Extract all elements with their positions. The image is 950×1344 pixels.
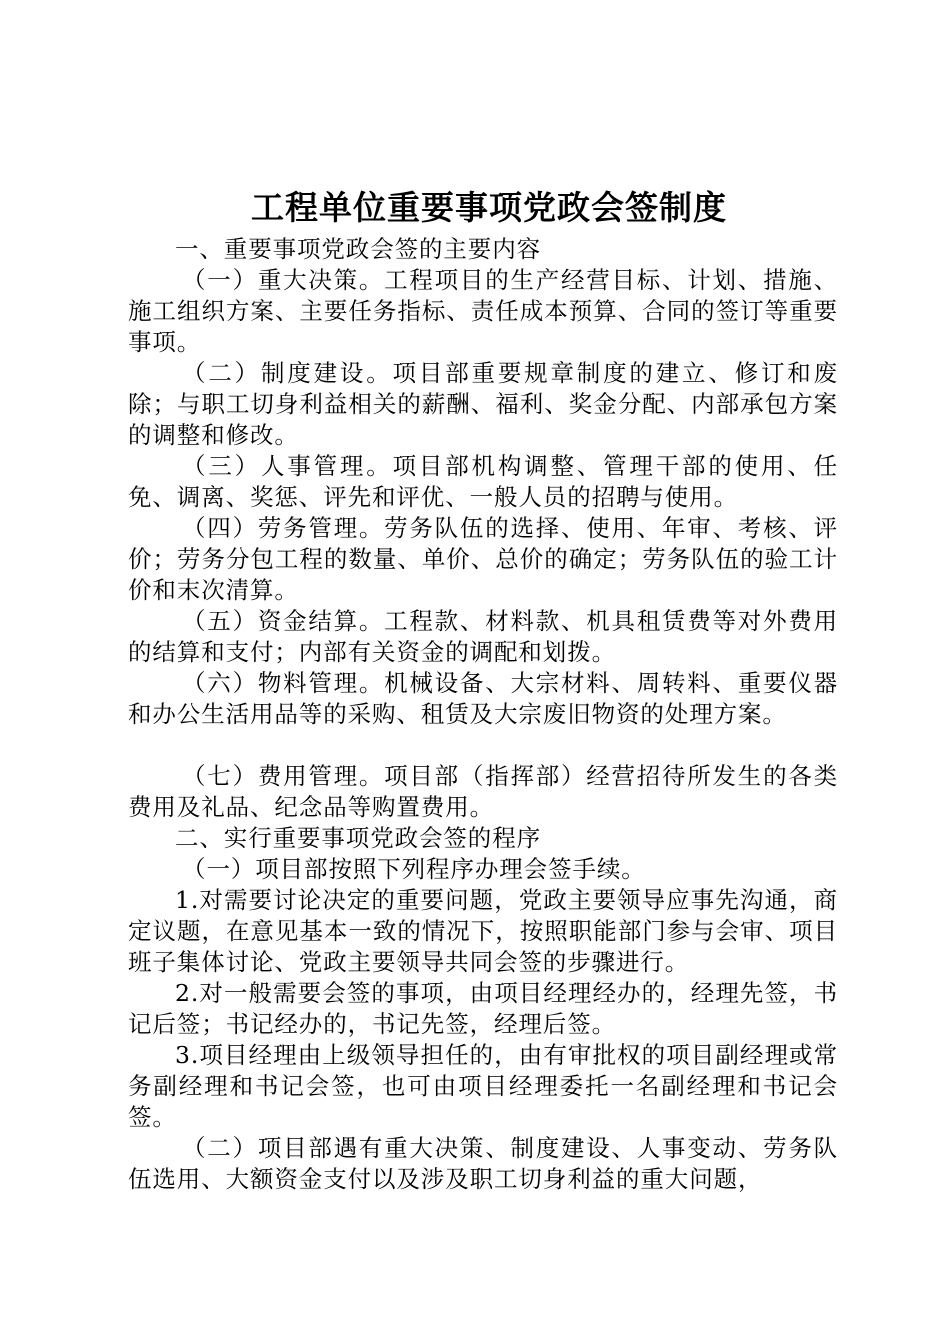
section-heading-2: 二、实行重要事项党政会签的程序 — [175, 824, 541, 852]
paragraph-personnel-management: （三）人事管理。项目部机构调整、管理干部的使用、任免、调离、奖惩、评先和评优、一般人员的招聘与使用。 — [128, 452, 838, 511]
document-body — [128, 234, 838, 1195]
paragraph-step-3: 3.项目经理由上级领导担任的，由有审批权的项目副经理或常务副经理和书记会签，也可由项目经理委托一名副经理和书记会签。 — [128, 1041, 838, 1131]
section-heading-1: 一、重要事项党政会签的主要内容 — [175, 235, 541, 263]
paragraph-fund-settlement: （五）资金结算。工程款、材料款、机具租赁费等对外费用的结算和支付；内部有关资金的调配和划拨。 — [128, 607, 838, 666]
paragraph-step-2: 2.对一般需要会签的事项，由项目经理经办的，经理先签，书记后签；书记经办的，书记先签，经理后签。 — [128, 979, 838, 1038]
document-title: 工程单位重要事项党政会签制度 — [251, 188, 727, 227]
paragraph-major-decisions: （一）重大决策。工程项目的生产经营目标、计划、措施、施工组织方案、主要任务指标、责任成本预算、合同的签订等重要事项。 — [128, 266, 838, 356]
paragraph-material-management: （六）物料管理。机械设备、大宗材料、周转料、重要仪器和办公生活用品等的采购、租赁及大宗废旧物资的处理方案。 — [128, 669, 838, 728]
paragraph-step-1: 1.对需要讨论决定的重要问题，党政主要领导应事先沟通，商定议题，在意见基本一致的情况下，按照职能部门参与会审、项目班子集体讨论、党政主要领导共同会签的步骤进行。 — [128, 886, 838, 976]
paragraph-procedure-1: （一）项目部按照下列程序办理会签手续。 — [182, 855, 646, 883]
paragraph-procedure-2: （二）项目部遇有重大决策、制度建设、人事变动、劳务队伍选用、大额资金支付以及涉及职工切身利益的重大问题， — [128, 1134, 838, 1193]
paragraph-system-construction: （二）制度建设。项目部重要规章制度的建立、修订和废除；与职工切身利益相关的薪酬、福利、奖金分配、内部承包方案的调整和修改。 — [128, 359, 838, 449]
paragraph-expense-management: （七）费用管理。项目部（指挥部）经营招待所发生的各类费用及礼品、纪念品等购置费用。 — [128, 762, 838, 821]
paragraph-labor-management: （四）劳务管理。劳务队伍的选择、使用、年审、考核、评价；劳务分包工程的数量、单价、总价的确定；劳务队伍的验工计价和末次清算。 — [128, 514, 838, 604]
document-page — [128, 182, 838, 1195]
